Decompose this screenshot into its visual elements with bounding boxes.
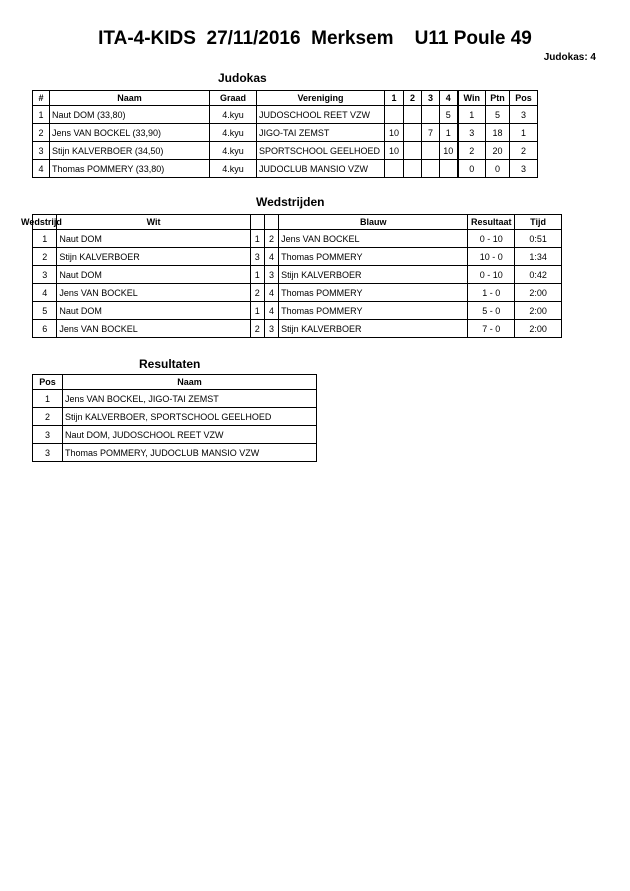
result-pos: 3 xyxy=(33,426,63,444)
col-header: Ptn xyxy=(486,91,510,106)
judoka-vereniging: SPORTSCHOOL GEELHOED xyxy=(257,142,385,160)
col-header: Resultaat xyxy=(468,215,515,230)
score-cell xyxy=(404,124,422,142)
section-title-wedstrijden: Wedstrijden xyxy=(256,195,325,209)
table-row xyxy=(33,142,538,160)
ptn-cell: 18 xyxy=(486,124,510,142)
blauw-nr: 4 xyxy=(264,248,278,266)
blauw-nr: 3 xyxy=(264,320,278,338)
col-header: Win xyxy=(458,91,486,106)
resultaat: 7 - 0 xyxy=(468,320,515,338)
wit-naam: Naut DOM xyxy=(57,266,250,284)
ptn-cell: 20 xyxy=(486,142,510,160)
blauw-naam: Thomas POMMERY xyxy=(279,302,468,320)
wit-naam: Naut DOM xyxy=(57,230,250,248)
judoka-vereniging: JUDOSCHOOL REET VZW xyxy=(257,106,385,124)
judoka-graad: 4.kyu xyxy=(210,124,257,142)
pos-cell: 1 xyxy=(510,124,538,142)
wit-naam: Jens VAN BOCKEL xyxy=(57,320,250,338)
result-naam: Stijn KALVERBOER, SPORTSCHOOL GEELHOED xyxy=(63,408,317,426)
match-nr: 6 xyxy=(33,320,57,338)
col-header-empty xyxy=(250,215,264,230)
tijd: 2:00 xyxy=(515,302,562,320)
col-header: Pos xyxy=(33,375,63,390)
section-title-resultaten: Resultaten xyxy=(139,357,201,371)
score-cell xyxy=(422,142,440,160)
col-header: Naam xyxy=(50,91,210,106)
pos-cell: 3 xyxy=(510,106,538,124)
score-cell: 10 xyxy=(440,142,458,160)
wit-nr: 3 xyxy=(250,248,264,266)
pos-cell: 2 xyxy=(510,142,538,160)
resultaat: 0 - 10 xyxy=(468,230,515,248)
table-row xyxy=(33,106,538,124)
pos-cell: 3 xyxy=(510,160,538,178)
resultaat: 10 - 0 xyxy=(468,248,515,266)
blauw-nr: 4 xyxy=(264,302,278,320)
ptn-cell: 0 xyxy=(486,160,510,178)
table-row xyxy=(33,284,562,302)
match-nr: 2 xyxy=(33,248,57,266)
tijd: 0:51 xyxy=(515,230,562,248)
col-header: Wit xyxy=(57,215,250,230)
table-row xyxy=(33,124,538,142)
score-cell xyxy=(404,142,422,160)
blauw-nr: 2 xyxy=(264,230,278,248)
ptn-cell: 5 xyxy=(486,106,510,124)
wit-naam: Jens VAN BOCKEL xyxy=(57,284,250,302)
match-nr: 5 xyxy=(33,302,57,320)
judoka-naam: Stijn KALVERBOER (34,50) xyxy=(50,142,210,160)
tijd: 0:42 xyxy=(515,266,562,284)
col-header: 2 xyxy=(404,91,422,106)
score-cell: 5 xyxy=(440,106,458,124)
col-header: Naam xyxy=(63,375,317,390)
col-header: Pos xyxy=(510,91,538,106)
wedstrijden-table xyxy=(21,214,562,338)
score-cell xyxy=(422,106,440,124)
result-naam: Naut DOM, JUDOSCHOOL REET VZW xyxy=(63,426,317,444)
judoka-nr: 4 xyxy=(33,160,50,178)
table-row xyxy=(33,248,562,266)
judoka-naam: Thomas POMMERY (33,80) xyxy=(50,160,210,178)
judoka-graad: 4.kyu xyxy=(210,106,257,124)
blauw-nr: 3 xyxy=(264,266,278,284)
win-cell: 1 xyxy=(458,106,486,124)
section-title-judokas: Judokas xyxy=(218,71,267,85)
judoka-nr: 1 xyxy=(33,106,50,124)
score-cell xyxy=(440,160,458,178)
table-row xyxy=(33,444,317,462)
table-row xyxy=(33,390,317,408)
tijd: 1:34 xyxy=(515,248,562,266)
score-cell: 10 xyxy=(385,142,404,160)
result-naam: Thomas POMMERY, JUDOCLUB MANSIO VZW xyxy=(63,444,317,462)
score-cell: 10 xyxy=(385,124,404,142)
judoka-nr: 3 xyxy=(33,142,50,160)
tijd: 2:00 xyxy=(515,284,562,302)
score-cell: 1 xyxy=(440,124,458,142)
page-title: ITA-4-KIDS 27/11/2016 Merksem U11 Poule 49 xyxy=(98,28,532,49)
judokas-header-row xyxy=(33,91,538,106)
judoka-graad: 4.kyu xyxy=(210,142,257,160)
wit-nr: 1 xyxy=(250,302,264,320)
blauw-naam: Jens VAN BOCKEL xyxy=(279,230,468,248)
table-row xyxy=(33,266,562,284)
tijd: 2:00 xyxy=(515,320,562,338)
wit-nr: 1 xyxy=(250,230,264,248)
blauw-naam: Thomas POMMERY xyxy=(279,284,468,302)
blauw-naam: Stijn KALVERBOER xyxy=(279,320,468,338)
result-pos: 2 xyxy=(33,408,63,426)
table-row xyxy=(33,230,562,248)
table-row xyxy=(33,302,562,320)
col-header: Wedstrijd xyxy=(33,215,57,230)
judoka-count: Judokas: 4 xyxy=(543,52,596,63)
win-cell: 2 xyxy=(458,142,486,160)
win-cell: 3 xyxy=(458,124,486,142)
resultaat: 0 - 10 xyxy=(468,266,515,284)
judoka-naam: Naut DOM (33,80) xyxy=(50,106,210,124)
result-pos: 1 xyxy=(33,390,63,408)
blauw-nr: 4 xyxy=(264,284,278,302)
table-row xyxy=(33,408,317,426)
col-header: 4 xyxy=(440,91,458,106)
wit-nr: 2 xyxy=(250,284,264,302)
wit-naam: Stijn KALVERBOER xyxy=(57,248,250,266)
resultaten-table xyxy=(32,374,317,462)
judoka-nr: 2 xyxy=(33,124,50,142)
judoka-vereniging: JUDOCLUB MANSIO VZW xyxy=(257,160,385,178)
judokas-table xyxy=(32,90,538,178)
resultaat: 5 - 0 xyxy=(468,302,515,320)
score-cell xyxy=(404,160,422,178)
judoka-vereniging: JIGO-TAI ZEMST xyxy=(257,124,385,142)
col-header: # xyxy=(33,91,50,106)
wit-nr: 1 xyxy=(250,266,264,284)
table-row xyxy=(33,160,538,178)
judoka-graad: 4.kyu xyxy=(210,160,257,178)
match-nr: 4 xyxy=(33,284,57,302)
col-header: Graad xyxy=(210,91,257,106)
judoka-naam: Jens VAN BOCKEL (33,90) xyxy=(50,124,210,142)
match-nr: 1 xyxy=(33,230,57,248)
result-pos: 3 xyxy=(33,444,63,462)
col-header: Vereniging xyxy=(257,91,385,106)
score-cell xyxy=(385,160,404,178)
resultaten-header-row xyxy=(33,375,317,390)
col-header: 1 xyxy=(385,91,404,106)
score-cell xyxy=(385,106,404,124)
score-cell: 7 xyxy=(422,124,440,142)
resultaat: 1 - 0 xyxy=(468,284,515,302)
wit-nr: 2 xyxy=(250,320,264,338)
score-cell xyxy=(422,160,440,178)
col-header-empty xyxy=(264,215,278,230)
table-row xyxy=(33,320,562,338)
score-cell xyxy=(404,106,422,124)
win-cell: 0 xyxy=(458,160,486,178)
wedstrijden-header-row xyxy=(33,215,562,230)
table-row xyxy=(33,426,317,444)
col-header: Blauw xyxy=(279,215,468,230)
wit-naam: Naut DOM xyxy=(57,302,250,320)
match-nr: 3 xyxy=(33,266,57,284)
blauw-naam: Thomas POMMERY xyxy=(279,248,468,266)
result-naam: Jens VAN BOCKEL, JIGO-TAI ZEMST xyxy=(63,390,317,408)
blauw-naam: Stijn KALVERBOER xyxy=(279,266,468,284)
col-header: Tijd xyxy=(515,215,562,230)
col-header: 3 xyxy=(422,91,440,106)
